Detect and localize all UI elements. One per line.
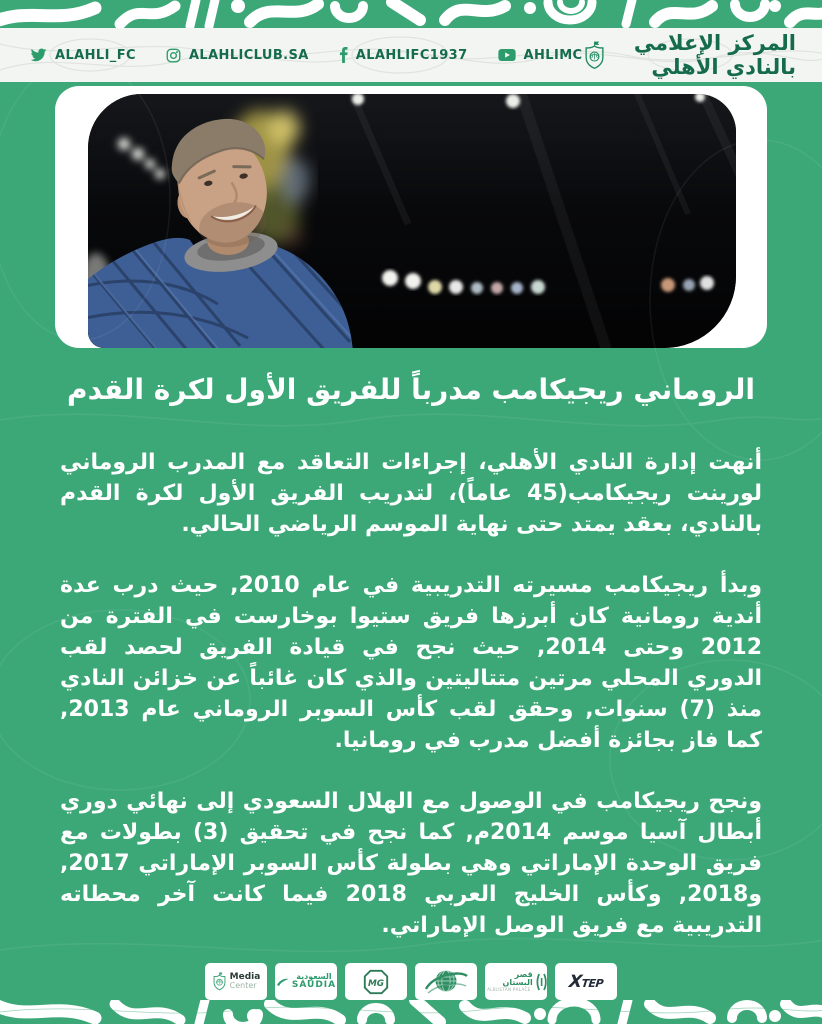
saudia-wing-icon — [276, 976, 289, 988]
bottom-calligraphy-band — [0, 1000, 822, 1024]
paragraph-1: أنهت إدارة النادي الأهلي، إجراءات التعاقد مع المدرب الروماني لورينت ريجيكامب(45 عاماً)، لتدريب الفريق الأول لكرة القدم بالنادي، بعقد يمتد حتى نهاية الموسم الرياضي الحالي. — [60, 450, 762, 537]
youtube-handle: AHLIMC — [523, 47, 583, 63]
coach-photo — [88, 94, 736, 348]
mg-badge-icon — [362, 968, 390, 996]
photo-card — [55, 86, 767, 348]
paragraph-3: ونجح ريجيكامب في الوصول مع الهلال السعودي إلى نهائي دوري أبطال آسيا موسم 2014م, كما نجح في تحقيق (3) بطولات مع فريق الوحدة الإماراتي وهي بطولة كأس السوبر الإماراتي 2017, و2018, وكأس الخليج العربي 2018 فيما كانت آخر محطاته التدريبية مع فريق الوصل الإماراتي. — [60, 789, 763, 938]
albustan-arabic-label: قصر البستان — [502, 969, 533, 988]
social-youtube — [498, 48, 583, 63]
sponsor-albustan — [485, 963, 547, 1000]
social-facebook — [339, 47, 468, 63]
social-twitter — [30, 48, 136, 63]
media-center-crest-icon — [212, 972, 227, 991]
sponsor-media-center — [205, 963, 267, 1000]
media-center-title: المركز الإعلامي بالنادي الأهلي — [633, 31, 796, 79]
media-center-label-2: Center — [229, 981, 257, 990]
article-body — [60, 447, 762, 971]
header-bar — [0, 28, 822, 82]
sponsor-bar — [0, 963, 822, 1000]
social-instagram — [166, 48, 309, 63]
youtube-icon — [498, 48, 516, 62]
sponsor-globe — [415, 963, 477, 1000]
instagram-icon — [166, 48, 181, 63]
sponsor-saudia — [275, 963, 337, 1000]
twitter-handle: ALAHLI_FC — [55, 47, 136, 63]
saudia-arabic-label: السعودية — [296, 972, 332, 981]
facebook-icon — [339, 47, 348, 63]
xtep-label: XTEP — [567, 971, 604, 992]
media-center-label-1: Media — [229, 972, 261, 982]
globe-icon — [423, 967, 469, 997]
twitter-icon — [30, 48, 47, 63]
instagram-handle: ALAHLICLUB.SA — [188, 47, 309, 63]
social-handles — [30, 47, 583, 63]
top-calligraphy-band — [0, 0, 822, 28]
albustan-mark-icon — [536, 971, 547, 993]
mg-label: MG — [367, 978, 385, 989]
albustan-latin-label: ALBUSTAN PALACE — [487, 987, 531, 993]
saudia-latin-label: SAUDIA — [291, 980, 337, 990]
sponsor-mg — [345, 963, 407, 1000]
facebook-handle: ALAHLIFC1937 — [355, 47, 468, 63]
media-center-brand — [583, 31, 797, 80]
alahli-crest-icon — [583, 31, 606, 80]
article-headline: الروماني ريجيكامب مدرباً للفريق الأول لكرة القدم — [67, 373, 755, 406]
paragraph-2: وبدأ ريجيكامب مسيرته التدريبية في عام 2010, حيث درب عدة أندية رومانية كان أبرزها فريق ستيوا بوخارست في الفترة من 2012 وحتى 2014, حيث نجح في قيادة الفريق لحصد لقب الدوري المحلي مرتين متتاليتين والذي كان غائباً عن خزائن النادي منذ (7) سنوات, وحقق لقب كأس السوبر الروماني عام 2013, كما فاز بجائزة أفضل مدرب في رومانيا. — [60, 573, 763, 753]
sponsor-xtep — [555, 963, 617, 1000]
